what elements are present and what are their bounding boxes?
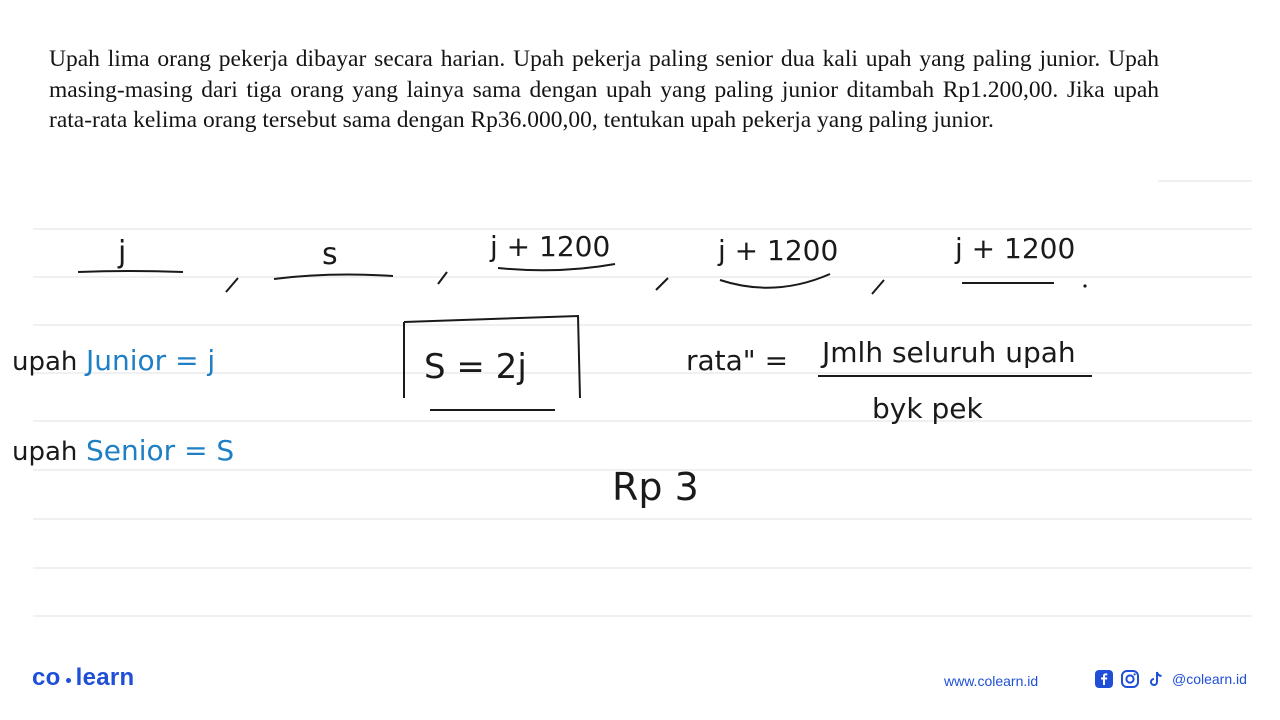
upah-senior-def: Senior = S [86, 434, 235, 467]
colearn-logo[interactable] [32, 664, 134, 692]
website-url[interactable]: www.colearn.id [944, 673, 1039, 689]
underline [498, 264, 615, 270]
period-mark [1083, 284, 1086, 287]
underline [274, 275, 393, 279]
social-links [1094, 669, 1247, 689]
rata-label: rata" = [686, 344, 789, 377]
instagram-icon[interactable] [1120, 669, 1140, 689]
wage-senior: s [322, 237, 338, 272]
average-formula [686, 336, 1092, 425]
wage-other-2: j + 1200 [718, 234, 839, 267]
comma-mark [438, 272, 447, 284]
equation-text: S = 2j [424, 347, 527, 387]
rp-value: Rp 3 [612, 465, 699, 509]
formula-numerator: Jmlh seluruh upah [822, 336, 1076, 369]
comma-mark [226, 278, 238, 292]
comma-mark [872, 280, 884, 294]
social-handle[interactable]: @colearn.id [1172, 671, 1247, 687]
upah-senior-label: upah [12, 437, 78, 467]
wage-other-3: j + 1200 [955, 232, 1076, 265]
question-text: Upah lima orang pekerja dibayar secara harian. Upah pekerja paling senior dua kali upah yang paling junior. Upah masing-masing dari tiga orang yang lainya sama dengan upah yang paling junior ditambah Rp1.200,00. Jika upah rata-rata kelima orang tersebut sama dengan Rp36.000,00, tentukan upah pekerja yang paling junior. [49, 46, 1159, 133]
logo-dot [66, 678, 71, 683]
underline [720, 274, 830, 288]
boxed-equation [404, 316, 580, 410]
wage-list [78, 230, 1087, 294]
upah-junior-def: Junior = j [86, 344, 216, 377]
logo-co: co [32, 664, 61, 691]
formula-denominator: byk pek [872, 392, 983, 425]
logo-learn: learn [75, 664, 135, 691]
comma-mark [656, 278, 668, 290]
facebook-icon[interactable] [1094, 669, 1114, 689]
tiktok-icon[interactable] [1146, 669, 1166, 689]
upah-junior-label: upah [12, 347, 78, 377]
wage-junior: j [118, 235, 127, 270]
underline [78, 271, 183, 272]
wage-other-1: j + 1200 [490, 230, 611, 263]
